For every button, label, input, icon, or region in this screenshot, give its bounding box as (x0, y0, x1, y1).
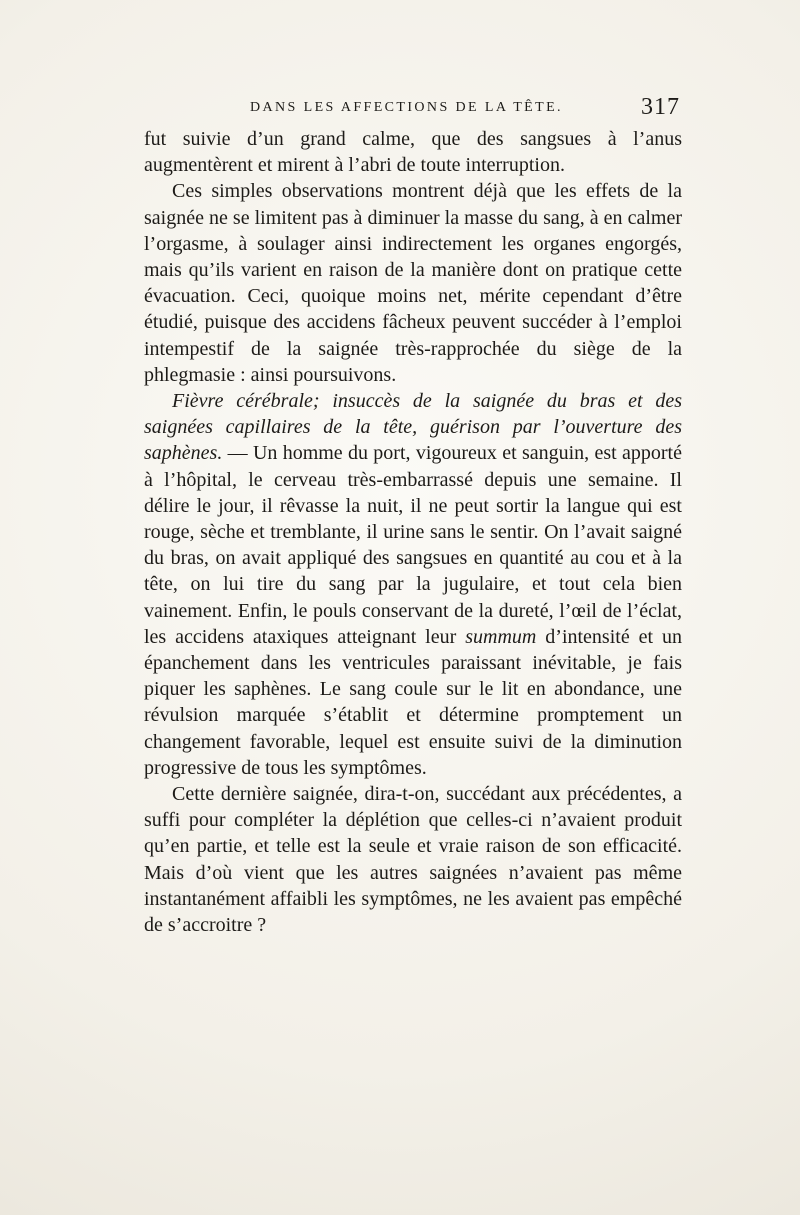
paragraph-4 (144, 781, 682, 938)
paragraph-3-text-after-em: d’intensité et un épanchement dans les ventricules paraissant inévitable, je fais piquer les saphènes. Le sang coule sur le lit en abondance, une révulsion marquée s’établit et détermine promptement un changement favorable, lequel est ensuite suivi de la diminution progressive de tous les symptômes. (144, 625, 683, 779)
paragraph-2 (144, 178, 682, 388)
emphasis-summum: summum (465, 625, 537, 648)
paragraph-4-text: Cette dernière saignée, dira-t-on, succédant aux précédentes, a suffi pour compléter la déplétion que celles-ci n’avaient produit qu’en partie, et telle est la seule et vraie raison de son efficacité. Mais d’où vient que les autres saignées n’avaient pas même instantanément affaibli les symptômes, ne les avaient pas empêché de s’accroitre ? (144, 783, 682, 937)
paragraph-3-text-before-em: — Un homme du port, vigoureux et sanguin, est apporté à l’hôpital, le cerveau très-embarrassé depuis une semaine. Il délire le jour, il rêvasse la nuit, il ne peut sortir la langue qui est rouge, sèche et tremblante, il urine sans le sentir. On l’avait saigné du bras, on avait appliqué des sangsues en quantité au cou et à la tête, on lui tire du sang par la jugulaire, et tout cela bien vainement. Enfin, le pouls conservant de la dureté, l’œil de l’éclat, les accidens ataxiques atteignant leur (144, 442, 682, 648)
running-head: DANS LES AFFECTIONS DE LA TÊTE. (250, 100, 563, 115)
case-heading: Fièvre cérébrale; insuccès de la saignée du bras et des saignées capillaires de la tête, guérison par l’ouverture des saphènes. (144, 390, 682, 465)
page-number: 317 (641, 94, 680, 120)
body-text (144, 126, 682, 938)
page-header (144, 96, 680, 128)
paragraph-3 (144, 388, 682, 781)
paragraph-1 (144, 126, 682, 178)
paragraph-2-text: Ces simples observations montrent déjà que les effets de la saignée ne se limitent pas à diminuer la masse du sang, à en calmer l’orgasme, à soulager ainsi indirectement les organes engorgés, mais qu’ils varient en raison de la manière dont on pratique cette évacuation. Ceci, quoique moins net, mérite cependant d’être étudié, puisque des accidens fâcheux peuvent succéder à l’emploi intempestif de la saignée très-rapprochée du siège de la phlegmasie : ainsi poursuivons. (144, 180, 682, 386)
paragraph-1-text: fut suivie d’un grand calme, que des sangsues à l’anus augmentèrent et mirent à l’abri de toute interruption. (144, 128, 682, 177)
